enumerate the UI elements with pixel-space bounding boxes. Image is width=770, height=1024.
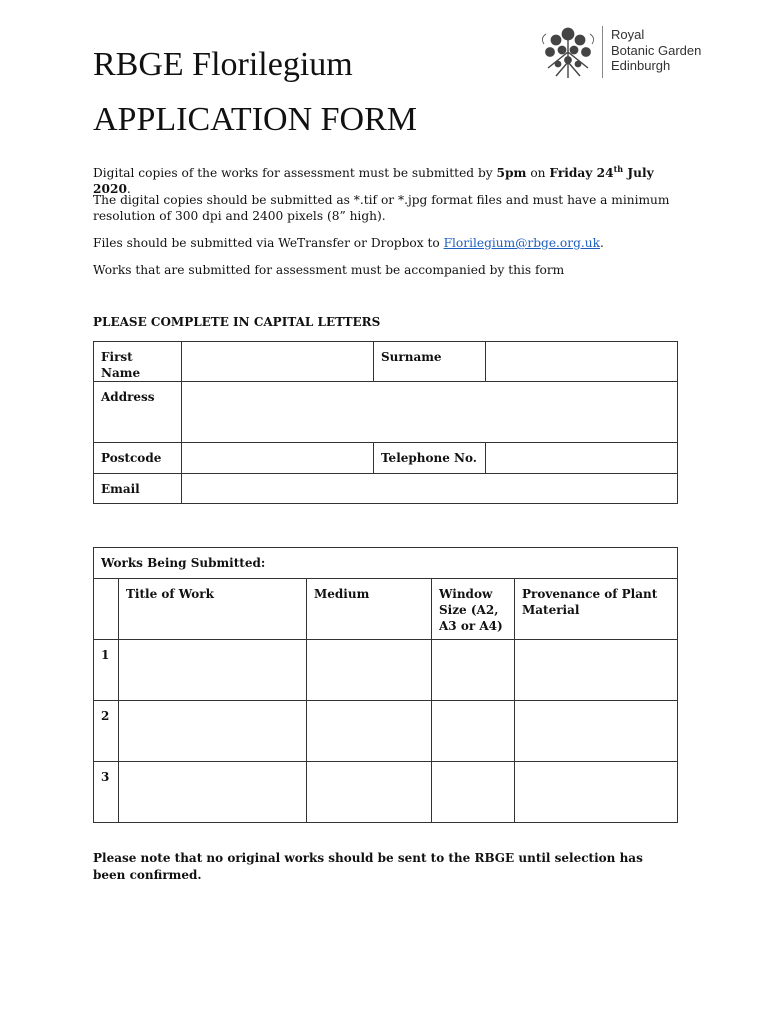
capital-letters-heading: PLEASE COMPLETE IN CAPITAL LETTERS xyxy=(93,315,381,329)
postcode-field[interactable] xyxy=(182,443,374,474)
page-title: RBGE Florilegium xyxy=(93,46,353,83)
applicant-details-table xyxy=(93,341,678,504)
provenance-field[interactable] xyxy=(515,762,678,823)
selection-note: Please note that no original works should be sent to the RBGE until selection has been confirmed. xyxy=(93,851,643,882)
row-number: 3 xyxy=(94,762,119,823)
logo-line-royal: Royal xyxy=(611,27,645,42)
title-of-work-field[interactable] xyxy=(119,701,307,762)
logo-line-botanic-garden: Botanic Garden xyxy=(611,42,702,58)
row-number: 2 xyxy=(94,701,119,762)
telephone-field[interactable] xyxy=(486,443,678,474)
address-field[interactable] xyxy=(182,382,678,443)
title-of-work-header: Title of Work xyxy=(119,579,307,640)
medium-field[interactable] xyxy=(307,701,432,762)
logo-line-edinburgh: Edinburgh xyxy=(611,58,671,73)
medium-header: Medium xyxy=(307,579,432,640)
email-link[interactable]: Florilegium@rbge.org.uk xyxy=(443,236,600,250)
provenance-field[interactable] xyxy=(515,701,678,762)
title-of-work-field[interactable] xyxy=(119,640,307,701)
medium-field[interactable] xyxy=(307,762,432,823)
surname-field[interactable] xyxy=(486,342,678,382)
email-field[interactable] xyxy=(182,474,678,504)
window-size-field[interactable] xyxy=(432,640,515,701)
botanical-plant-icon xyxy=(538,22,600,80)
format-paragraph: The digital copies should be submitted as *.tif or *.jpg format files and must have a minimum resolution of 300 dpi and 2400 pixels (8” high). xyxy=(93,193,670,223)
medium-field[interactable] xyxy=(307,640,432,701)
first-name-label: First Name xyxy=(94,342,182,382)
window-size-field[interactable] xyxy=(432,701,515,762)
window-size-field[interactable] xyxy=(432,762,515,823)
surname-label: Surname xyxy=(374,342,486,382)
telephone-label: Telephone No. xyxy=(374,443,486,474)
form-title: APPLICATION FORM xyxy=(93,101,417,138)
title-of-work-field[interactable] xyxy=(119,762,307,823)
submission-paragraph: Files should be submitted via WeTransfer or Dropbox to Florilegium@rbge.org.uk. xyxy=(93,236,604,250)
postcode-label: Postcode xyxy=(94,443,182,474)
logo-divider xyxy=(602,26,603,78)
first-name-field[interactable] xyxy=(182,342,374,382)
works-heading: Works Being Submitted: xyxy=(94,548,678,579)
provenance-header: Provenance of Plant Material xyxy=(515,579,678,640)
row-number-header xyxy=(94,579,119,640)
works-table xyxy=(93,547,678,823)
accompany-paragraph: Works that are submitted for assessment must be accompanied by this form xyxy=(93,263,565,277)
address-label: Address xyxy=(94,382,182,443)
provenance-field[interactable] xyxy=(515,640,678,701)
rbge-logo xyxy=(538,22,718,84)
email-label: Email xyxy=(94,474,182,504)
row-number: 1 xyxy=(94,640,119,701)
window-size-header: Window Size (A2, A3 or A4) xyxy=(432,579,515,640)
deadline-paragraph: Digital copies of the works for assessment must be submitted by 5pm on Friday 24th July 2020. xyxy=(93,164,654,196)
